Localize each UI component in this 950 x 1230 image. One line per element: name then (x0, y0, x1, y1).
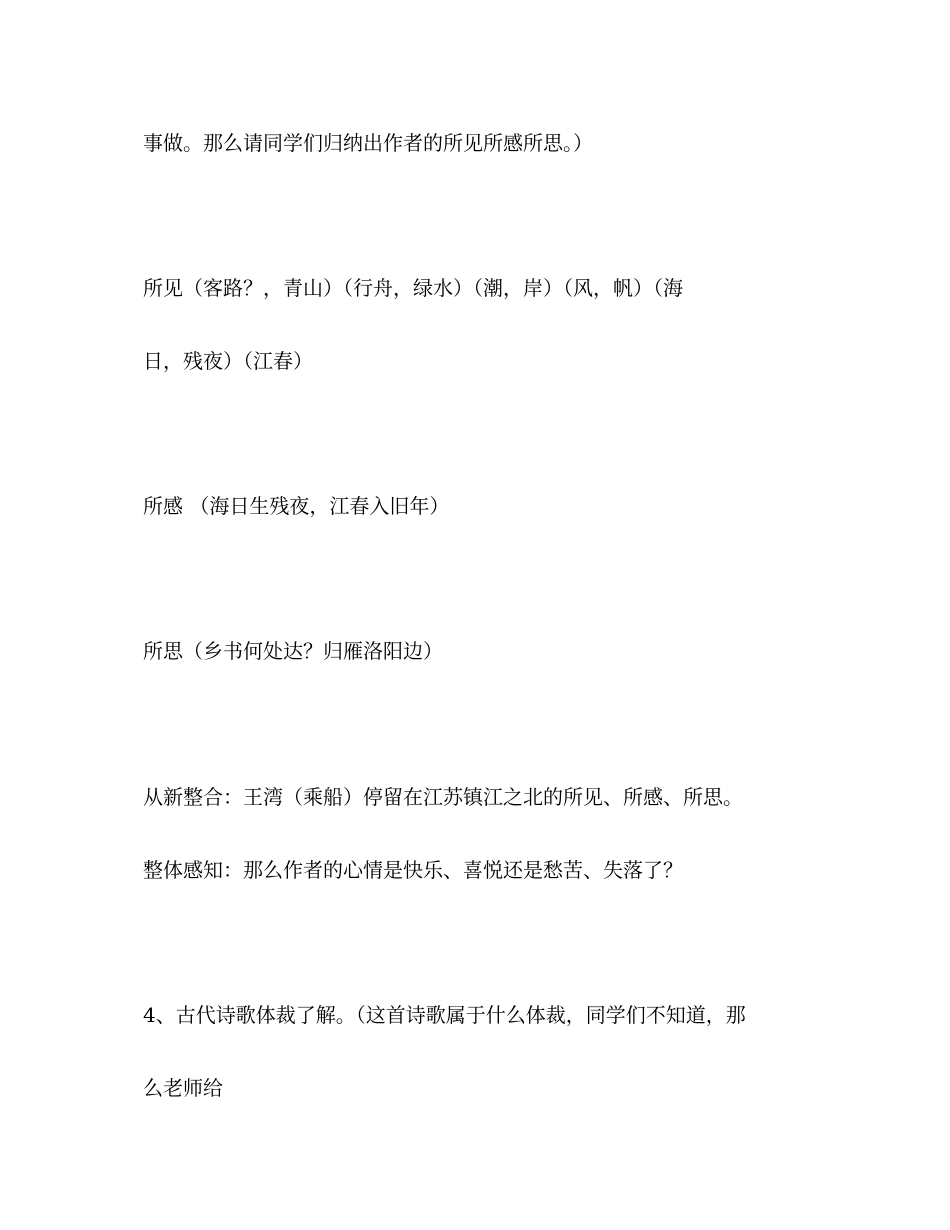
text-line: 么老师给 (143, 1076, 223, 1100)
text-line: 整体感知：那么作者的心情是快乐、喜悦还是愁苦、失落了？ (143, 858, 683, 882)
text-line: 所见（客路？，青山）（行舟，绿水）（潮，岸）（风，帆）（海 (143, 276, 683, 300)
text-line: 事做。那么请同学们归纳出作者的所见所感所思。） (143, 131, 593, 155)
text-line: 从新整合：王湾（乘船）停留在江苏镇江之北的所见、所感、所思。 (143, 785, 743, 809)
text-line: 日，残夜）（江春） (143, 349, 313, 373)
text-line: 4、古代诗歌体裁了解。（这首诗歌属于什么体裁，同学们不知道，那 (143, 1003, 746, 1027)
text-line: 所思（乡书何处达？归雁洛阳边） (143, 639, 443, 663)
text-line: 所感 （海日生残夜，江春入旧年） (143, 494, 450, 518)
